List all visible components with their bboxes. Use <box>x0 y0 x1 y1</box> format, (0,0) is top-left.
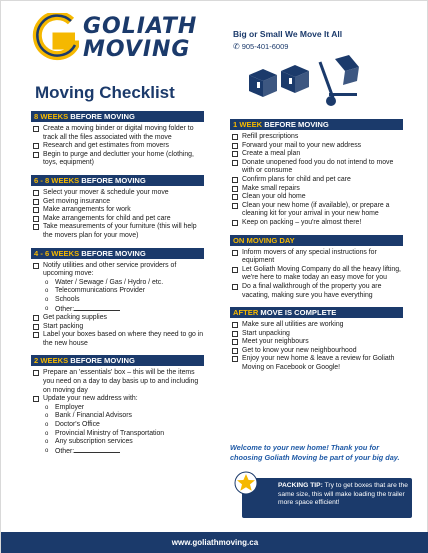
section-heading-rest: MOVE IS COMPLETE <box>258 308 337 318</box>
phone-number: ✆ 905-401-6009 <box>233 42 289 51</box>
section-heading-highlight: 2 WEEKS <box>34 356 69 366</box>
bullet-icon: o <box>45 279 49 286</box>
section-heading <box>230 235 403 246</box>
section-heading <box>31 175 204 186</box>
bullet-icon: o <box>45 447 49 454</box>
checklist-item-text: Create a meal plan <box>242 150 301 158</box>
checklist-sub-item <box>31 404 204 413</box>
checklist-item <box>31 369 204 395</box>
section-heading <box>31 111 204 122</box>
checklist-sub-item-text: Telecommunications Provider <box>55 287 145 295</box>
checklist-item-text: Update your new address with: <box>43 395 138 403</box>
checklist-sub-item-text: Schools <box>55 295 80 303</box>
packing-tip-box <box>242 478 412 518</box>
left-column <box>31 111 204 456</box>
checklist-item <box>230 338 403 347</box>
checklist-item <box>31 314 204 323</box>
section-heading-rest: BEFORE MOVING <box>262 120 329 129</box>
checkbox[interactable] <box>33 370 39 376</box>
goliath-g-icon <box>31 13 79 63</box>
checklist-item <box>31 395 204 404</box>
checklist-item <box>230 150 403 159</box>
checklist-item <box>230 355 403 372</box>
checklist-item <box>31 198 204 207</box>
bullet-icon: o <box>45 296 49 303</box>
checklist-item-text: Create a moving binder or digital moving folder to track all the files associated with the move <box>43 125 194 141</box>
checklist-sub-item <box>31 305 204 315</box>
checklist <box>230 130 403 228</box>
checklist-item-text: Start unpacking <box>242 329 290 337</box>
checklist-item <box>230 142 403 151</box>
checkbox[interactable] <box>33 324 39 330</box>
checklist-item-text: Keep on packing – you're almost there! <box>242 218 362 226</box>
page-title: Moving Checklist <box>35 83 175 102</box>
checkbox[interactable] <box>33 152 39 158</box>
checkbox[interactable] <box>232 177 238 183</box>
checklist-item <box>230 330 403 339</box>
checklist-item <box>31 125 204 142</box>
bullet-icon: o <box>45 288 49 295</box>
checklist-sub-item-text: Other: <box>55 447 75 455</box>
checkbox[interactable] <box>33 224 39 230</box>
checkbox[interactable] <box>232 220 238 226</box>
checkbox[interactable] <box>33 143 39 149</box>
checklist <box>31 186 204 241</box>
checklist-item-text: Confirm plans for child and pet care <box>242 175 351 183</box>
checkbox[interactable] <box>232 356 238 362</box>
checkbox[interactable] <box>232 203 238 209</box>
checkbox[interactable] <box>232 284 238 290</box>
checklist-sub-item <box>31 438 204 447</box>
checklist-item <box>230 176 403 185</box>
checklist-item-text: Start packing <box>43 322 84 330</box>
checklist-item <box>230 185 403 194</box>
checklist-item <box>31 323 204 332</box>
checklist-sub-item-text: Doctor's Office <box>55 421 100 429</box>
checkbox[interactable] <box>232 250 238 256</box>
section-heading <box>31 248 204 259</box>
bullet-icon: o <box>45 404 49 411</box>
checklist-item-text: Get packing supplies <box>43 314 107 322</box>
checklist-item <box>230 347 403 356</box>
checkbox[interactable] <box>33 199 39 205</box>
checklist-sub-item-text: Provincial Ministry of Transportation <box>55 429 165 437</box>
checklist-item-text: Make arrangements for child and pet care <box>43 214 171 222</box>
checklist-item <box>31 189 204 198</box>
checkbox[interactable] <box>232 348 238 354</box>
checkbox[interactable] <box>232 151 238 157</box>
section-heading-rest: BEFORE MOVING <box>68 112 135 121</box>
checklist-item <box>31 223 204 240</box>
checkbox[interactable] <box>33 263 39 269</box>
checklist-sub-item-text: Any subscription services <box>55 438 133 446</box>
logo-word-moving: MOVING <box>83 37 191 62</box>
checklist-item <box>31 331 204 348</box>
section-heading-highlight: 4 - 6 WEEKS <box>34 248 80 258</box>
section-heading-highlight: AFTER <box>233 308 259 318</box>
checkbox[interactable] <box>33 190 39 196</box>
section-heading-highlight: ON MOVING DAY <box>233 235 295 245</box>
checklist-item-text: Clean your new home (if available), or prepare a cleaning kit for your arrival in your new home <box>242 201 390 218</box>
checkbox[interactable] <box>232 160 238 166</box>
checkbox[interactable] <box>232 322 238 328</box>
checklist-sub-item <box>31 447 204 457</box>
checklist-item <box>31 206 204 215</box>
checklist-sub-item <box>31 279 204 288</box>
logo-word-goliath: GOLIATH <box>83 14 198 39</box>
checklist-item-text: Select your mover & schedule your move <box>43 188 169 196</box>
bullet-icon: o <box>45 305 49 312</box>
footer-website[interactable]: www.goliathmoving.ca <box>1 532 428 553</box>
section-heading <box>230 307 403 318</box>
bullet-icon: o <box>45 439 49 446</box>
checklist-sub-item <box>31 412 204 421</box>
checklist-item <box>31 215 204 224</box>
checklist-sub-item-text: Other: <box>55 305 75 313</box>
checkbox[interactable] <box>33 207 39 213</box>
checklist-item-text: Do a final walkthrough of the property you are vacating, making sure you have everything <box>242 282 382 299</box>
checklist-sub-item-text: Water / Sewage / Gas / Hydro / etc. <box>55 278 164 286</box>
checklist-sub-item-text: Employer <box>55 403 85 411</box>
section-heading <box>31 355 204 366</box>
section-heading-rest: BEFORE MOVING <box>68 356 135 366</box>
right-column <box>230 119 403 373</box>
checkbox[interactable] <box>232 134 238 140</box>
checklist-sub-item <box>31 287 204 296</box>
welcome-message: Welcome to your new home! Thank you for choosing Goliath Moving be part of your big day. <box>230 443 400 462</box>
dolly-with-boxes-icon <box>245 53 365 109</box>
goliath-logo <box>31 13 213 63</box>
checkbox[interactable] <box>232 194 238 200</box>
bullet-icon: o <box>45 422 49 429</box>
checklist-item <box>230 321 403 330</box>
checklist-item-text: Get moving insurance <box>43 197 111 205</box>
section-heading-highlight: 8 WEEKS <box>34 112 69 121</box>
checkbox[interactable] <box>33 396 39 402</box>
checkbox[interactable] <box>232 143 238 149</box>
packing-tip-text: Try to get boxes that are the same size, this will make loading the trailer more space efficient! <box>278 482 408 506</box>
checklist-item <box>230 219 403 228</box>
section-heading-highlight: 1 WEEK <box>233 120 263 129</box>
checklist <box>31 366 204 456</box>
checkbox[interactable] <box>33 126 39 132</box>
checklist <box>31 122 204 168</box>
checklist-item-text: Refill prescriptions <box>242 133 299 140</box>
checklist-item <box>230 193 403 202</box>
checklist <box>230 246 403 301</box>
checklist-item-text: Get to know your new neighbourhood <box>242 346 357 354</box>
checklist-item-text: Meet your neighbours <box>242 338 309 346</box>
checklist-item-text: Enjoy your new home & leave a review for Goliath Moving on Facebook or Google! <box>242 355 395 372</box>
checklist-item <box>230 266 403 283</box>
section-heading-highlight: 6 - 8 WEEKS <box>34 175 80 185</box>
checkbox[interactable] <box>232 267 238 273</box>
section-heading-rest: BEFORE MOVING <box>79 248 146 258</box>
checklist-item-text: Label your boxes based on where they need to go in the new house <box>43 331 204 347</box>
checklist-item-text: Take measurements of your furniture (this will help the movers plan for your move) <box>43 223 197 239</box>
checklist-item-text: Clean your old home <box>242 193 306 201</box>
checklist-item <box>230 202 403 219</box>
checkbox[interactable] <box>33 332 39 338</box>
bullet-icon: o <box>45 413 49 420</box>
fill-in-blank[interactable] <box>74 305 120 311</box>
checklist-item <box>230 249 403 266</box>
packing-tip-label: PACKING TIP: <box>278 482 323 489</box>
checkbox[interactable] <box>33 216 39 222</box>
phone-icon: ✆ <box>233 42 240 51</box>
checkbox[interactable] <box>232 339 238 345</box>
checklist <box>230 318 403 373</box>
checklist-item-text: Inform movers of any special instructions for equipment <box>242 248 377 265</box>
checklist-item-text: Make small repairs <box>242 184 300 192</box>
bullet-icon: o <box>45 430 49 437</box>
checklist-item <box>230 159 403 176</box>
checklist-item-text: Forward your mail to your new address <box>242 141 362 149</box>
checklist-item-text: Notify utilities and other service providers of upcoming move: <box>43 261 177 278</box>
checklist-item-text: Begin to purge and declutter your home (clothing, toys, equipment) <box>43 150 194 167</box>
checklist-sub-item <box>31 296 204 305</box>
checklist <box>31 259 204 349</box>
checkbox[interactable] <box>33 315 39 321</box>
checklist-item <box>31 151 204 168</box>
checklist-item-text: Prepare an 'essentials' box – this will be the items you need on a day to day basis up to and including on moving day <box>43 369 199 394</box>
checkbox[interactable] <box>232 186 238 192</box>
checklist-item <box>31 142 204 151</box>
section-heading <box>230 119 403 130</box>
checklist-item <box>230 133 403 142</box>
fill-in-blank[interactable] <box>74 447 120 453</box>
checklist-item-text: Make arrangements for work <box>43 206 131 214</box>
star-icon <box>234 471 258 495</box>
checklist-item <box>31 262 204 279</box>
checklist-sub-item <box>31 430 204 439</box>
section-heading-rest: BEFORE MOVING <box>79 175 146 185</box>
checklist-item-text: Let Goliath Moving Company do all the heavy lifting, we're here to make today an easy move for you <box>242 265 401 282</box>
checklist-item-text: Donate unopened food you do not intend to move with or consume <box>242 158 394 175</box>
checklist-item-text: Research and get estimates from movers <box>43 142 169 150</box>
checkbox[interactable] <box>232 331 238 337</box>
checklist-item-text: Make sure all utilities are working <box>242 321 344 329</box>
checklist-sub-item <box>31 421 204 430</box>
checklist-item <box>230 283 403 300</box>
checklist-sub-item-text: Bank / Financial Advisors <box>55 412 132 420</box>
tagline: Big or Small We Move It All <box>233 29 343 39</box>
